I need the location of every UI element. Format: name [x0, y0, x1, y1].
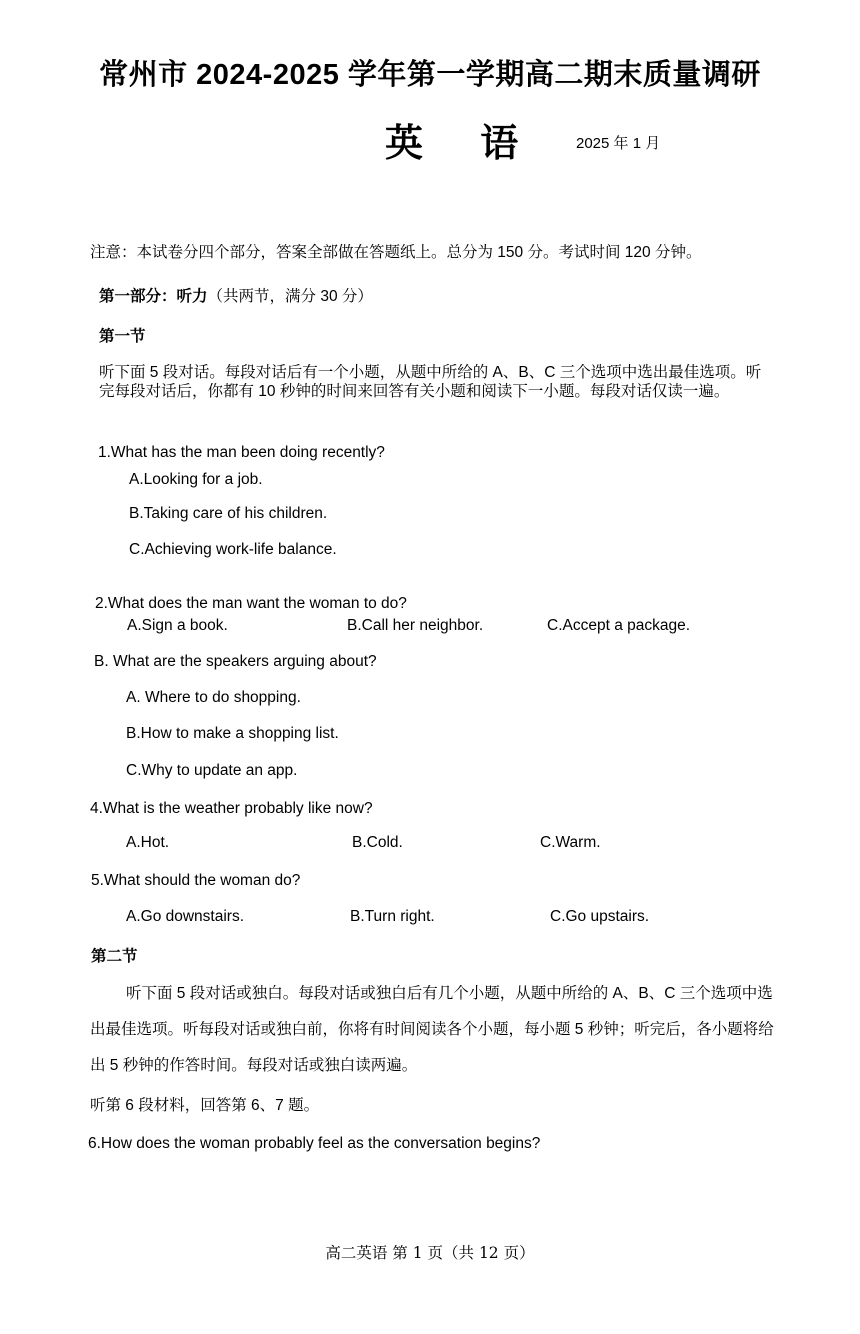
section1-label: 第一节	[99, 328, 146, 345]
section2-instructions: 听下面 5 段对话或独白。每段对话或独白后有几个小题，从题中所给的 A、B、C 三个选项中选出最佳选项。听每段对话或独白前，你将有时间阅读各个小题，每小题 5 秒钟；听完后，各小题将给出 5 秒钟的作答时间。每段对话或独白读两遍。	[90, 985, 774, 1074]
question-stem: 4.What is the weather probably like now?	[90, 800, 373, 817]
question-option: C.Why to update an app.	[126, 762, 298, 779]
question-option: B.Turn right.	[350, 908, 435, 925]
question-stem: 2.What does the man want the woman to do?	[95, 595, 407, 612]
question-option: A. Where to do shopping.	[126, 689, 301, 706]
exam-date: 2025 年 1 月	[576, 135, 661, 152]
part1-heading-bold: 第一部分：听力	[99, 288, 208, 305]
part1-heading	[99, 284, 373, 306]
subject-title: 英 语	[385, 120, 541, 165]
question-option: C.Achieving work-life balance.	[129, 541, 337, 558]
question-stem: 5.What should the woman do?	[91, 872, 301, 889]
part1-heading-rest: （共两节，满分 30 分）	[207, 288, 373, 305]
question-stem: B. What are the speakers arguing about?	[94, 653, 377, 670]
question-option: B.Call her neighbor.	[347, 617, 484, 634]
question-option: B.Cold.	[352, 834, 403, 851]
question-stem: 1.What has the man been doing recently?	[98, 444, 385, 461]
question-option: A.Hot.	[126, 834, 170, 851]
question-option: C.Accept a package.	[547, 617, 691, 634]
notice-text: 注意：本试卷分四个部分，答案全部做在答题纸上。总分为 150 分。考试时间 120 分钟。	[90, 244, 702, 261]
question-option: B.How to make a shopping list.	[126, 725, 339, 742]
question-option: C.Warm.	[540, 834, 601, 851]
question-option: B.Taking care of his children.	[129, 505, 328, 522]
question-option: A.Sign a book.	[127, 617, 228, 634]
section2-label: 第二节	[91, 948, 138, 965]
question-stem: 6.How does the woman probably feel as the conversation begins?	[88, 1135, 541, 1152]
question-option: A.Go downstairs.	[126, 908, 245, 925]
material-note: 听第 6 段材料，回答第 6、7 题。	[90, 1097, 320, 1114]
question-option: C.Go upstairs.	[550, 908, 650, 925]
exam-title: 常州市 2024-2025 学年第一学期高二期末质量调研	[99, 59, 761, 91]
question-option: A.Looking for a job.	[129, 471, 263, 488]
section1-instructions: 听下面 5 段对话。每段对话后有一个小题，从题中所给的 A、B、C 三个选项中选出最佳选项。听完每段对话后，你都有 10 秒钟的时间来回答有关小题和阅读下一小题。每段对话仅读一遍。	[99, 364, 762, 400]
page-footer: 高二英语 第 1 页（共 12 页）	[325, 1244, 535, 1262]
